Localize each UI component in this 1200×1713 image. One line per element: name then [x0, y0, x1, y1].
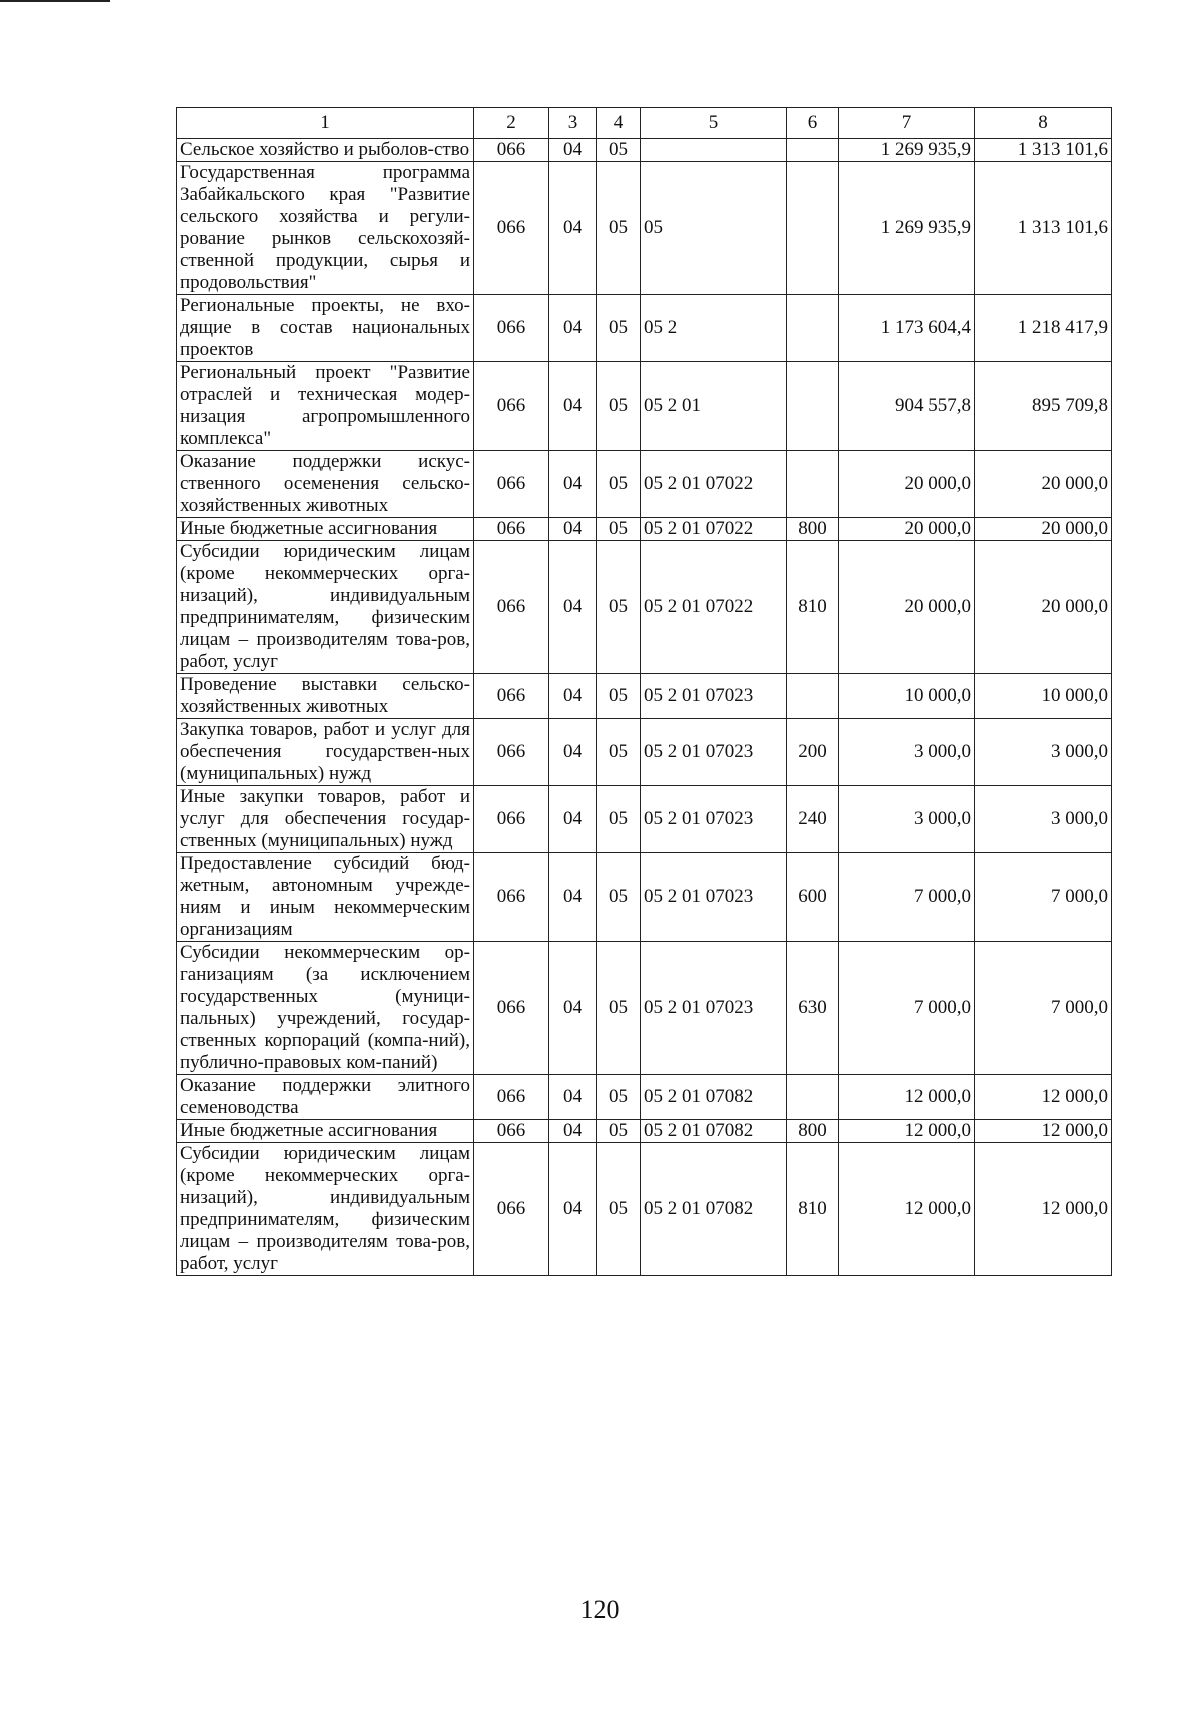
table-row [177, 1075, 1112, 1120]
cell-subsection: 05 [597, 362, 641, 451]
cell-amount-year1: 1 269 935,9 [839, 139, 975, 162]
cell-amount-year2: 10 000,0 [975, 674, 1112, 719]
cell-target-article: 05 2 01 07023 [641, 786, 787, 853]
table-row [177, 139, 1112, 162]
cell-amount-year1: 12 000,0 [839, 1075, 975, 1120]
header-cell: 1 [177, 108, 474, 139]
cell-grbs: 066 [474, 162, 549, 295]
cell-amount-year1: 7 000,0 [839, 853, 975, 942]
header-cell: 5 [641, 108, 787, 139]
cell-grbs: 066 [474, 1120, 549, 1143]
table-row [177, 362, 1112, 451]
cell-amount-year2: 20 000,0 [975, 541, 1112, 674]
cell-amount-year2: 895 709,8 [975, 362, 1112, 451]
cell-amount-year1: 1 269 935,9 [839, 162, 975, 295]
cell-name: Иные закупки товаров, работ и услуг для обеспечения государ-ственных (муниципальных) нужд [177, 786, 474, 853]
table-row [177, 719, 1112, 786]
cell-amount-year2: 1 313 101,6 [975, 162, 1112, 295]
table-row [177, 674, 1112, 719]
cell-amount-year2: 1 218 417,9 [975, 295, 1112, 362]
cell-grbs: 066 [474, 853, 549, 942]
cell-name: Оказание поддержки элитного семеноводства [177, 1075, 474, 1120]
cell-subsection: 05 [597, 1120, 641, 1143]
cell-amount-year1: 904 557,8 [839, 362, 975, 451]
cell-amount-year1: 20 000,0 [839, 541, 975, 674]
cell-expense-type: 200 [787, 719, 839, 786]
cell-subsection: 05 [597, 674, 641, 719]
cell-name: Сельское хозяйство и рыболов-ство [177, 139, 474, 162]
cell-section: 04 [549, 1120, 597, 1143]
cell-name: Иные бюджетные ассигнования [177, 518, 474, 541]
cell-section: 04 [549, 853, 597, 942]
cell-grbs: 066 [474, 362, 549, 451]
cell-grbs: 066 [474, 541, 549, 674]
cell-subsection: 05 [597, 1143, 641, 1276]
cell-target-article: 05 2 [641, 295, 787, 362]
cell-amount-year2: 7 000,0 [975, 942, 1112, 1075]
cell-target-article: 05 2 01 07022 [641, 451, 787, 518]
header-cell: 4 [597, 108, 641, 139]
cell-target-article: 05 2 01 07023 [641, 853, 787, 942]
top-rule-line [0, 0, 110, 2]
cell-grbs: 066 [474, 942, 549, 1075]
cell-name: Субсидии юридическим лицам (кроме некоммерческих орга-низаций), индивидуальным предпринимателям, физическим лицам – производителям това-ров, работ, услуг [177, 541, 474, 674]
cell-expense-type [787, 451, 839, 518]
cell-amount-year2: 12 000,0 [975, 1143, 1112, 1276]
table-row [177, 162, 1112, 295]
cell-name: Иные бюджетные ассигнования [177, 1120, 474, 1143]
cell-section: 04 [549, 1143, 597, 1276]
cell-target-article: 05 2 01 07023 [641, 719, 787, 786]
cell-expense-type [787, 139, 839, 162]
cell-amount-year1: 3 000,0 [839, 786, 975, 853]
cell-name: Предоставление субсидий бюд-жетным, автономным учрежде-ниям и иным некоммерческим организациям [177, 853, 474, 942]
cell-target-article: 05 2 01 07022 [641, 518, 787, 541]
cell-expense-type: 600 [787, 853, 839, 942]
cell-amount-year1: 20 000,0 [839, 451, 975, 518]
cell-amount-year2: 7 000,0 [975, 853, 1112, 942]
cell-grbs: 066 [474, 1143, 549, 1276]
cell-section: 04 [549, 451, 597, 518]
cell-target-article [641, 139, 787, 162]
table-row [177, 1143, 1112, 1276]
header-cell: 8 [975, 108, 1112, 139]
cell-grbs: 066 [474, 1075, 549, 1120]
cell-amount-year2: 1 313 101,6 [975, 139, 1112, 162]
cell-expense-type [787, 295, 839, 362]
cell-subsection: 05 [597, 518, 641, 541]
cell-name: Государственная программа Забайкальского края "Развитие сельского хозяйства и регули-рование рынков сельскохозяй-ственной продукции, сырья и продовольствия" [177, 162, 474, 295]
table-row [177, 853, 1112, 942]
table-row [177, 295, 1112, 362]
cell-expense-type: 630 [787, 942, 839, 1075]
cell-name: Субсидии юридическим лицам (кроме некоммерческих орга-низаций), индивидуальным предпринимателям, физическим лицам – производителям това-ров, работ, услуг [177, 1143, 474, 1276]
cell-name: Закупка товаров, работ и услуг для обеспечения государствен-ных (муниципальных) нужд [177, 719, 474, 786]
header-cell: 7 [839, 108, 975, 139]
cell-section: 04 [549, 719, 597, 786]
cell-section: 04 [549, 942, 597, 1075]
cell-expense-type [787, 162, 839, 295]
table-row [177, 518, 1112, 541]
table-row [177, 541, 1112, 674]
cell-grbs: 066 [474, 518, 549, 541]
table-row [177, 1120, 1112, 1143]
cell-target-article: 05 2 01 07022 [641, 541, 787, 674]
cell-grbs: 066 [474, 719, 549, 786]
cell-section: 04 [549, 541, 597, 674]
cell-subsection: 05 [597, 295, 641, 362]
cell-amount-year2: 20 000,0 [975, 518, 1112, 541]
cell-expense-type [787, 674, 839, 719]
cell-target-article: 05 2 01 07082 [641, 1075, 787, 1120]
cell-expense-type: 240 [787, 786, 839, 853]
cell-expense-type: 810 [787, 1143, 839, 1276]
cell-name: Региональный проект "Развитие отраслей и техническая модер-низация агропромышленного комплекса" [177, 362, 474, 451]
page-number: 120 [580, 1595, 620, 1624]
header-cell: 6 [787, 108, 839, 139]
cell-section: 04 [549, 1075, 597, 1120]
cell-expense-type [787, 1075, 839, 1120]
cell-expense-type: 800 [787, 518, 839, 541]
cell-subsection: 05 [597, 1075, 641, 1120]
cell-subsection: 05 [597, 942, 641, 1075]
cell-section: 04 [549, 162, 597, 295]
cell-amount-year1: 10 000,0 [839, 674, 975, 719]
cell-subsection: 05 [597, 853, 641, 942]
cell-amount-year1: 12 000,0 [839, 1143, 975, 1276]
header-cell: 3 [549, 108, 597, 139]
table-row [177, 451, 1112, 518]
cell-amount-year2: 3 000,0 [975, 786, 1112, 853]
cell-amount-year2: 20 000,0 [975, 451, 1112, 518]
cell-subsection: 05 [597, 162, 641, 295]
cell-target-article: 05 [641, 162, 787, 295]
cell-name: Проведение выставки сельско-хозяйственных животных [177, 674, 474, 719]
cell-expense-type: 800 [787, 1120, 839, 1143]
cell-expense-type [787, 362, 839, 451]
table-row [177, 942, 1112, 1075]
cell-name: Региональные проекты, не вхо-дящие в состав национальных проектов [177, 295, 474, 362]
cell-target-article: 05 2 01 07023 [641, 942, 787, 1075]
cell-amount-year1: 12 000,0 [839, 1120, 975, 1143]
cell-grbs: 066 [474, 139, 549, 162]
cell-subsection: 05 [597, 139, 641, 162]
cell-name: Оказание поддержки искус-ственного осеменения сельско-хозяйственных животных [177, 451, 474, 518]
cell-target-article: 05 2 01 07023 [641, 674, 787, 719]
cell-amount-year1: 3 000,0 [839, 719, 975, 786]
cell-section: 04 [549, 295, 597, 362]
cell-subsection: 05 [597, 719, 641, 786]
cell-section: 04 [549, 518, 597, 541]
cell-subsection: 05 [597, 541, 641, 674]
cell-subsection: 05 [597, 451, 641, 518]
cell-grbs: 066 [474, 451, 549, 518]
cell-amount-year2: 3 000,0 [975, 719, 1112, 786]
header-cell: 2 [474, 108, 549, 139]
cell-amount-year2: 12 000,0 [975, 1120, 1112, 1143]
cell-section: 04 [549, 362, 597, 451]
cell-amount-year1: 1 173 604,4 [839, 295, 975, 362]
cell-grbs: 066 [474, 674, 549, 719]
cell-section: 04 [549, 786, 597, 853]
cell-grbs: 066 [474, 786, 549, 853]
cell-target-article: 05 2 01 [641, 362, 787, 451]
budget-table [176, 107, 1112, 1276]
cell-subsection: 05 [597, 786, 641, 853]
header-row [177, 108, 1112, 139]
cell-amount-year1: 20 000,0 [839, 518, 975, 541]
table-row [177, 786, 1112, 853]
cell-amount-year2: 12 000,0 [975, 1075, 1112, 1120]
cell-section: 04 [549, 139, 597, 162]
cell-grbs: 066 [474, 295, 549, 362]
cell-section: 04 [549, 674, 597, 719]
cell-amount-year1: 7 000,0 [839, 942, 975, 1075]
cell-name: Субсидии некоммерческим ор-ганизациям (за исключением государственных (муници-пальных) учреждений, государ-ственных корпораций (компа-ний), публично-правовых ком-паний) [177, 942, 474, 1075]
cell-target-article: 05 2 01 07082 [641, 1143, 787, 1276]
cell-expense-type: 810 [787, 541, 839, 674]
cell-target-article: 05 2 01 07082 [641, 1120, 787, 1143]
table-body [177, 139, 1112, 1276]
